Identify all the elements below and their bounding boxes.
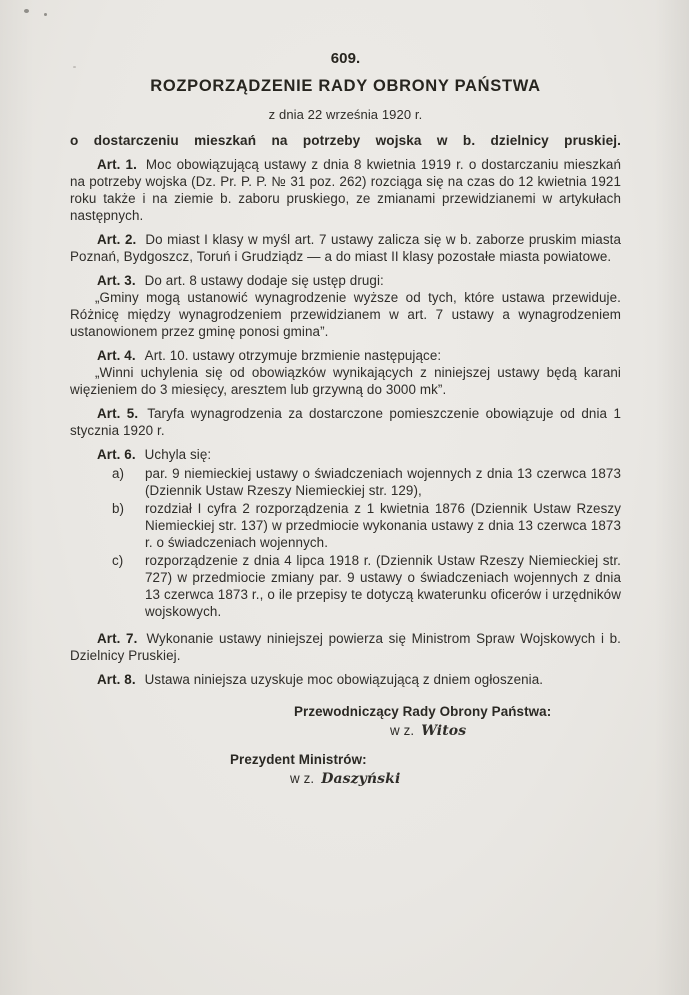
signature-1: [390, 722, 621, 740]
signature-2: [290, 770, 621, 788]
article-6-item-c-marker: c): [112, 553, 124, 568]
article-8: [70, 671, 621, 688]
article-1: [70, 156, 621, 224]
article-3: [70, 272, 621, 340]
article-7-text: Wykonanie ustawy niniejszej powierza się Ministrom Spraw Wojskowych i b. Dzielnicy Pruskiej.: [70, 631, 621, 663]
article-6-item-c-text: rozporządzenie z dnia 4 lipca 1918 r. (Dziennik Ustaw Rzeszy Niemieckiej str. 727) w przedmiocie zmiany par. 9 ustawy o świadczeniach wojennych z dnia 13 czerwca 1873 r., o ile przepisy te dotyczą kwaterunku oficerów i urzędników wojskowych.: [145, 553, 621, 619]
article-4-label: Art. 4.: [97, 348, 136, 363]
signature-2-title: Prezydent Ministrów:: [230, 752, 367, 767]
article-3-label: Art. 3.: [97, 273, 136, 288]
signature-1-person: Witos: [421, 723, 467, 739]
document-page: [70, 50, 621, 788]
article-5-text: Taryfa wynagrodzenia za dostarczone pomieszczenie obowiązuje od dnia 1 stycznia 1920 r.: [70, 406, 621, 438]
article-6-item-a: [112, 465, 621, 499]
article-4-quote: „Winni uchylenia się od obowiązków wynikających z niniejszej ustawy będą karani więzieniem do 3 miesięcy, aresztem lub grzywną do 3000 mk”.: [70, 365, 621, 397]
article-2-label: Art. 2.: [97, 232, 137, 247]
article-6-item-c: [112, 552, 621, 620]
date-line: z dnia 22 września 1920 r.: [268, 107, 423, 122]
signature-1-prefix: w z.: [390, 723, 415, 738]
article-2-text: Do miast I klasy w myśl art. 7 ustawy zalicza się w b. zaborze pruskim miasta Poznań, Bydgoszcz, Toruń i Grudziądz — a do miast II klasy pozostałe miasta powiatowe.: [70, 232, 621, 264]
article-4-text: Art. 10. ustawy otrzymuje brzmienie następujące:: [144, 348, 442, 363]
article-4: [70, 347, 621, 398]
article-5-label: Art. 5.: [97, 406, 139, 421]
article-8-text: Ustawa niniejsza uzyskuje moc obowiązującą z dniem ogłoszenia.: [144, 672, 544, 687]
article-7: [70, 630, 621, 664]
signature-2-prefix: w z.: [290, 771, 315, 786]
article-6: [70, 446, 621, 620]
scan-speck: [44, 13, 47, 16]
article-6-list: [70, 465, 621, 620]
signature-2-person: Daszyński: [321, 771, 401, 787]
article-2: [70, 231, 621, 265]
article-5: [70, 405, 621, 439]
signature-1-title: Przewodniczący Rady Obrony Państwa:: [294, 704, 552, 719]
document-title: ROZPORZĄDZENIE RADY OBRONY PAŃSTWA: [150, 77, 541, 95]
article-1-label: Art. 1.: [97, 157, 137, 172]
article-6-item-a-text: par. 9 niemieckiej ustawy o świadczeniach wojennych z dnia 13 czerwca 1873 (Dziennik Ustaw Rzeszy Niemieckiej str. 129),: [145, 466, 621, 498]
page-number: 609.: [330, 50, 361, 67]
article-6-item-b: [112, 500, 621, 551]
article-6-label: Art. 6.: [97, 447, 136, 462]
article-3-quote: „Gminy mogą ustanowić wynagrodzenie wyższe od tych, które ustawa przewiduje. Różnicę między wynagrodzeniem przewidzianem w art. 7 ustawy a wynagrodzeniem ustanowionem przez gminę ponosi gmina”.: [70, 290, 621, 339]
article-3-text: Do art. 8 ustawy dodaje się ustęp drugi:: [144, 273, 384, 288]
article-1-text: Moc obowiązującą ustawy z dnia 8 kwietnia 1919 r. o dostarczaniu mieszkań na potrzeby wojska (Dz. Pr. P. P. № 31 poz. 262) rozciąga się na czas do 12 kwietnia 1921 roku także i na ziemie b. zaboru pruskiego, ze zmianami przewidzianemi w artykułach następnych.: [70, 157, 621, 223]
article-6-text: Uchyla się:: [144, 447, 212, 462]
article-6-item-b-text: rozdział I cyfra 2 rozporządzenia z 1 kwietnia 1876 (Dziennik Ustaw Rzeszy Niemieckiej str. 137) w przedmiocie wykonania ustawy z dnia 13 czerwca 1873 r. o świadczeniach wojennych.: [145, 501, 621, 550]
article-8-label: Art. 8.: [97, 672, 136, 687]
signature-block: [70, 703, 621, 788]
subject-line: o dostarczeniu mieszkań na potrzeby wojska w b. dzielnicy pruskiej.: [70, 133, 621, 148]
article-6-item-a-marker: a): [112, 466, 125, 481]
article-7-label: Art. 7.: [97, 631, 138, 646]
scan-speck: [24, 9, 29, 13]
article-6-item-b-marker: b): [112, 501, 125, 516]
